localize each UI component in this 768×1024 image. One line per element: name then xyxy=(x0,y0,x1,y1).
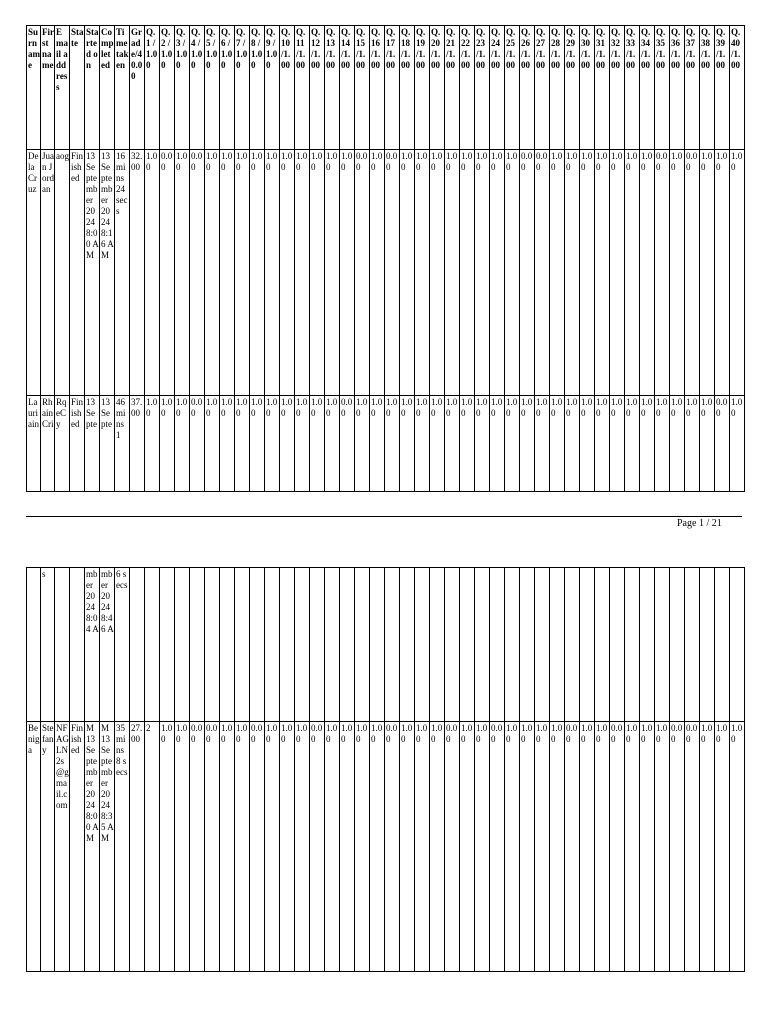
score-cell: 1.00 xyxy=(265,396,280,492)
score-cell xyxy=(700,568,715,722)
column-header: Q. 40 /1.00 xyxy=(730,26,745,150)
score-cell: 0.00 xyxy=(355,150,370,396)
score-cell xyxy=(430,568,445,722)
row-cell xyxy=(130,568,145,722)
column-header: Completed xyxy=(100,26,115,150)
score-cell: 1.00 xyxy=(670,396,685,492)
score-cell xyxy=(160,568,175,722)
score-cell: 1.00 xyxy=(280,722,295,972)
score-cell xyxy=(385,568,400,722)
column-header: Q. 24 /1.00 xyxy=(490,26,505,150)
score-cell: 1.00 xyxy=(310,396,325,492)
score-cell: 1.00 xyxy=(415,396,430,492)
column-header: Q. 36 /1.00 xyxy=(670,26,685,150)
score-cell: 0.00 xyxy=(385,722,400,972)
score-cell: 0.00 xyxy=(385,150,400,396)
score-cell: 1.00 xyxy=(460,722,475,972)
score-cell: 1.00 xyxy=(325,722,340,972)
score-cell: 1.00 xyxy=(655,722,670,972)
score-cell: 1.00 xyxy=(565,150,580,396)
score-cell: 0.00 xyxy=(310,722,325,972)
score-cell xyxy=(550,568,565,722)
score-cell: 1.00 xyxy=(325,150,340,396)
score-cell: 0.00 xyxy=(445,722,460,972)
column-header: Q. 37 /1.00 xyxy=(685,26,700,150)
column-header: Started on xyxy=(85,26,100,150)
page-divider xyxy=(26,516,742,517)
score-cell: 1.00 xyxy=(415,722,430,972)
score-cell xyxy=(535,568,550,722)
score-cell: 1.00 xyxy=(730,396,745,492)
score-cell: 0.00 xyxy=(535,150,550,396)
score-cell: 1.00 xyxy=(490,150,505,396)
column-header: Grade/40.00 xyxy=(130,26,145,150)
score-cell xyxy=(205,568,220,722)
score-cell: 0.00 xyxy=(490,722,505,972)
column-header: Q. 2 /1.00 xyxy=(160,26,175,150)
column-header: Q. 29 /1.00 xyxy=(565,26,580,150)
score-cell: 1.00 xyxy=(655,396,670,492)
score-cell xyxy=(610,568,625,722)
table-row xyxy=(27,150,745,396)
score-cell: 1.00 xyxy=(475,150,490,396)
row-cell: 13 Septe xyxy=(100,396,115,492)
score-cell: 0.00 xyxy=(685,150,700,396)
score-cell xyxy=(280,568,295,722)
score-cell: 1.00 xyxy=(550,150,565,396)
row-cell xyxy=(27,568,41,722)
score-cell xyxy=(460,568,475,722)
column-header: Q. 3 /1.00 xyxy=(175,26,190,150)
row-cell: Finished xyxy=(70,722,85,972)
column-header: Q. 18 /1.00 xyxy=(400,26,415,150)
row-cell: Lauriain xyxy=(27,396,41,492)
column-header: Q. 39 /1.00 xyxy=(715,26,730,150)
score-cell: 1.00 xyxy=(640,150,655,396)
column-header: Time taken xyxy=(115,26,130,150)
score-cell: 1.00 xyxy=(235,722,250,972)
score-cell: 1.00 xyxy=(595,150,610,396)
score-cell: 1.00 xyxy=(235,396,250,492)
row-cell: 13 September 2024 8:16 AM xyxy=(100,150,115,396)
column-header: Q. 13 /1.00 xyxy=(325,26,340,150)
score-cell: 1.00 xyxy=(340,722,355,972)
row-cell: 46 mins 1 xyxy=(115,396,130,492)
score-cell: 1.00 xyxy=(310,150,325,396)
column-header: Q. 5 /1.00 xyxy=(205,26,220,150)
score-cell: 1.00 xyxy=(145,396,160,492)
row-cell: 27.00 xyxy=(130,722,145,972)
column-header: Q. 30 /1.00 xyxy=(580,26,595,150)
column-header: Q. 16 /1.00 xyxy=(370,26,385,150)
row-cell: RqeCy xyxy=(55,396,70,492)
row-cell: s xyxy=(41,568,55,722)
column-header: Q. 12 /1.00 xyxy=(310,26,325,150)
score-cell: 0.00 xyxy=(520,150,535,396)
score-cell: 1.00 xyxy=(685,396,700,492)
score-cell xyxy=(625,568,640,722)
score-cell: 1.00 xyxy=(430,396,445,492)
column-header: Q. 8 /1.00 xyxy=(250,26,265,150)
score-cell: 1.00 xyxy=(610,150,625,396)
score-cell: 0.00 xyxy=(340,396,355,492)
score-cell: 1.00 xyxy=(520,396,535,492)
score-cell: 1.00 xyxy=(280,150,295,396)
column-header: Q. 4 /1.00 xyxy=(190,26,205,150)
row-cell: Juan Jordan xyxy=(41,150,55,396)
table-row xyxy=(27,722,745,972)
score-cell: 1.00 xyxy=(235,150,250,396)
score-cell: 1.00 xyxy=(535,396,550,492)
score-cell: 1.00 xyxy=(400,396,415,492)
row-cell: Stefany xyxy=(41,722,55,972)
score-cell: 1.00 xyxy=(580,150,595,396)
score-cell: 1.00 xyxy=(400,150,415,396)
column-header: Q. 31 /1.00 xyxy=(595,26,610,150)
row-cell: mber 2024 8:04 A xyxy=(85,568,100,722)
score-cell: 1.00 xyxy=(160,396,175,492)
score-cell: 0.00 xyxy=(610,722,625,972)
score-cell: 0.00 xyxy=(685,722,700,972)
score-cell xyxy=(175,568,190,722)
column-header: Q. 25 /1.00 xyxy=(505,26,520,150)
row-cell: 37.00 xyxy=(130,396,145,492)
score-cell xyxy=(340,568,355,722)
column-header: Q. 33 /1.00 xyxy=(625,26,640,150)
score-cell: 1.00 xyxy=(250,150,265,396)
column-header: Email address xyxy=(55,26,70,150)
score-cell: 1.00 xyxy=(550,722,565,972)
column-header: Q. 38 /1.00 xyxy=(700,26,715,150)
score-cell xyxy=(640,568,655,722)
column-header: Surname xyxy=(27,26,41,150)
column-header: Q. 35 /1.00 xyxy=(655,26,670,150)
score-cell: 1.00 xyxy=(295,396,310,492)
row-cell: aog xyxy=(55,150,70,396)
score-cell: 1.00 xyxy=(175,150,190,396)
score-cell xyxy=(310,568,325,722)
score-cell: 1.00 xyxy=(625,722,640,972)
score-cell: 1.00 xyxy=(610,396,625,492)
column-header: Q. 9 /1.00 xyxy=(265,26,280,150)
score-cell: 1.00 xyxy=(370,722,385,972)
row-cell: Beniga xyxy=(27,722,41,972)
score-cell: 1.00 xyxy=(280,396,295,492)
column-header: State xyxy=(70,26,85,150)
column-header: Q. 17 /1.00 xyxy=(385,26,400,150)
table-row xyxy=(27,396,745,492)
page-number: Page 1 / 21 xyxy=(677,518,722,529)
score-cell: 1.00 xyxy=(730,722,745,972)
row-cell: 6 secs xyxy=(115,568,130,722)
score-cell xyxy=(730,568,745,722)
column-header: Q. 23 /1.00 xyxy=(475,26,490,150)
score-cell: 1.00 xyxy=(415,150,430,396)
score-cell: 0.00 xyxy=(205,722,220,972)
score-cell xyxy=(325,568,340,722)
score-cell: 1.00 xyxy=(460,396,475,492)
score-cell: 0.00 xyxy=(250,722,265,972)
score-cell: 1.00 xyxy=(220,722,235,972)
results-table-page-2 xyxy=(26,567,745,972)
score-cell: 2 xyxy=(145,722,160,972)
score-cell: 1.00 xyxy=(700,396,715,492)
score-cell xyxy=(415,568,430,722)
row-cell: Rhain Cri xyxy=(41,396,55,492)
score-cell: 0.00 xyxy=(670,722,685,972)
column-header: Q. 22 /1.00 xyxy=(460,26,475,150)
column-header: Q. 11 /1.00 xyxy=(295,26,310,150)
score-cell: 1.00 xyxy=(265,722,280,972)
score-cell: 1.00 xyxy=(535,722,550,972)
column-header: Q. 14 /1.00 xyxy=(340,26,355,150)
score-cell: 1.00 xyxy=(505,150,520,396)
row-cell: M 13 September 2024 8:35 AM xyxy=(100,722,115,972)
column-header: Q. 10 /1.00 xyxy=(280,26,295,150)
score-cell: 1.00 xyxy=(640,722,655,972)
score-cell: 0.00 xyxy=(190,396,205,492)
score-cell: 1.00 xyxy=(700,150,715,396)
score-cell: 1.00 xyxy=(430,722,445,972)
column-header: Q. 1 /1.00 xyxy=(145,26,160,150)
score-cell: 0.00 xyxy=(655,150,670,396)
column-header: Q. 32 /1.00 xyxy=(610,26,625,150)
score-cell: 1.00 xyxy=(445,396,460,492)
score-cell: 1.00 xyxy=(475,722,490,972)
score-cell xyxy=(685,568,700,722)
score-cell xyxy=(355,568,370,722)
score-cell xyxy=(295,568,310,722)
score-cell: 1.00 xyxy=(460,150,475,396)
score-cell: 1.00 xyxy=(640,396,655,492)
score-cell xyxy=(565,568,580,722)
score-cell: 1.00 xyxy=(550,396,565,492)
results-table-page-1 xyxy=(26,25,745,492)
score-cell: 1.00 xyxy=(250,396,265,492)
score-cell xyxy=(190,568,205,722)
score-cell xyxy=(715,568,730,722)
score-cell: 1.00 xyxy=(580,396,595,492)
row-cell: Dela Cruz xyxy=(27,150,41,396)
row-cell: M 13 September 2024 8:00 AM xyxy=(85,722,100,972)
score-cell: 1.00 xyxy=(490,396,505,492)
score-cell: 1.00 xyxy=(580,722,595,972)
score-cell: 1.00 xyxy=(355,396,370,492)
score-cell: 1.00 xyxy=(475,396,490,492)
score-cell: 1.00 xyxy=(175,396,190,492)
score-cell: 1.00 xyxy=(505,722,520,972)
score-cell: 1.00 xyxy=(400,722,415,972)
score-cell: 1.00 xyxy=(265,150,280,396)
score-cell: 1.00 xyxy=(220,150,235,396)
score-cell xyxy=(505,568,520,722)
score-cell: 1.00 xyxy=(205,150,220,396)
score-cell: 1.00 xyxy=(625,150,640,396)
row-cell: Finished xyxy=(70,396,85,492)
score-cell: 1.00 xyxy=(715,150,730,396)
score-cell: 1.00 xyxy=(370,396,385,492)
header-row xyxy=(27,26,745,150)
score-cell: 1.00 xyxy=(325,396,340,492)
score-cell: 0.00 xyxy=(190,722,205,972)
row-cell: 35 mins 8 secs xyxy=(115,722,130,972)
score-cell: 1.00 xyxy=(340,150,355,396)
score-cell xyxy=(235,568,250,722)
score-cell: 1.00 xyxy=(445,150,460,396)
row-cell: Finished xyxy=(70,150,85,396)
score-cell: 1.00 xyxy=(730,150,745,396)
row-cell: NFAGLN2s@gmail.com xyxy=(55,722,70,972)
score-cell xyxy=(475,568,490,722)
score-cell xyxy=(490,568,505,722)
score-cell: 1.00 xyxy=(220,396,235,492)
column-header: Q. 15 /1.00 xyxy=(355,26,370,150)
table-row xyxy=(27,568,745,722)
score-cell: 0.00 xyxy=(715,396,730,492)
score-cell xyxy=(670,568,685,722)
column-header: Q. 19 /1.00 xyxy=(415,26,430,150)
row-cell: 13 Septe xyxy=(85,396,100,492)
score-cell: 1.00 xyxy=(670,150,685,396)
score-cell: 0.00 xyxy=(190,150,205,396)
score-cell: 1.00 xyxy=(565,396,580,492)
row-cell xyxy=(70,568,85,722)
score-cell: 1.00 xyxy=(175,722,190,972)
column-header: Q. 20 /1.00 xyxy=(430,26,445,150)
row-cell: 13 September 2024 8:00 AM xyxy=(85,150,100,396)
score-cell: 1.00 xyxy=(595,396,610,492)
column-header: Q. 6 /1.00 xyxy=(220,26,235,150)
row-cell: 32.00 xyxy=(130,150,145,396)
score-cell: 1.00 xyxy=(505,396,520,492)
score-cell: 1.00 xyxy=(295,150,310,396)
row-cell: mber 2024 8:46 A xyxy=(100,568,115,722)
score-cell: 0.00 xyxy=(160,150,175,396)
score-cell: 1.00 xyxy=(370,150,385,396)
column-header: Q. 26 /1.00 xyxy=(520,26,535,150)
score-cell xyxy=(400,568,415,722)
score-cell xyxy=(595,568,610,722)
score-cell: 1.00 xyxy=(625,396,640,492)
score-cell: 1.00 xyxy=(430,150,445,396)
score-cell xyxy=(580,568,595,722)
score-cell: 1.00 xyxy=(700,722,715,972)
column-header: First name xyxy=(41,26,55,150)
score-cell: 1.00 xyxy=(160,722,175,972)
score-cell xyxy=(520,568,535,722)
column-header: Q. 34 /1.00 xyxy=(640,26,655,150)
score-cell: 1.00 xyxy=(355,722,370,972)
score-cell xyxy=(370,568,385,722)
score-cell: 1.00 xyxy=(385,396,400,492)
score-cell: 1.00 xyxy=(520,722,535,972)
score-cell xyxy=(445,568,460,722)
score-cell: 1.00 xyxy=(205,396,220,492)
score-cell: 1.00 xyxy=(295,722,310,972)
score-cell: 1.00 xyxy=(715,722,730,972)
score-cell: 1.00 xyxy=(145,150,160,396)
column-header: Q. 21 /1.00 xyxy=(445,26,460,150)
row-cell: 16 mins 24 secs xyxy=(115,150,130,396)
score-cell xyxy=(655,568,670,722)
score-cell: 0.00 xyxy=(565,722,580,972)
score-cell: 1.00 xyxy=(595,722,610,972)
score-cell xyxy=(145,568,160,722)
column-header: Q. 28 /1.00 xyxy=(550,26,565,150)
score-cell xyxy=(220,568,235,722)
score-cell xyxy=(250,568,265,722)
score-cell xyxy=(265,568,280,722)
row-cell xyxy=(55,568,70,722)
column-header: Q. 27 /1.00 xyxy=(535,26,550,150)
column-header: Q. 7 /1.00 xyxy=(235,26,250,150)
